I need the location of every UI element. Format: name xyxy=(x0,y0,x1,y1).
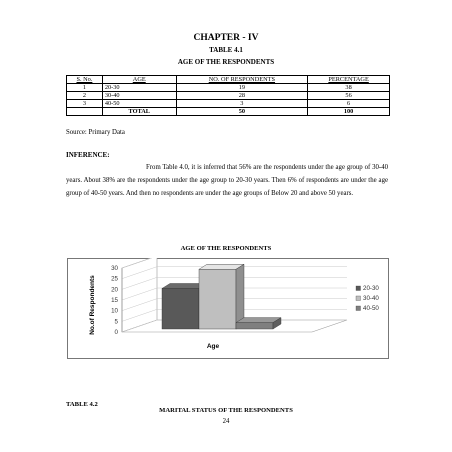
bar-40-50 xyxy=(236,318,281,329)
legend-swatch xyxy=(356,306,361,311)
table-total-row xyxy=(67,108,390,116)
bar-chart xyxy=(67,258,389,359)
legend-swatch xyxy=(356,286,361,291)
y-axis-label: No.of Respondents xyxy=(89,275,96,335)
y-tick-label: 30 xyxy=(111,265,118,272)
table-cell: 28 xyxy=(176,92,308,100)
x-axis-label: Age xyxy=(206,343,220,350)
chart-title: AGE OF THE RESPONDENTS xyxy=(180,245,272,252)
y-tick-label: 0 xyxy=(114,329,118,336)
table-cell: 40-50 xyxy=(102,100,176,108)
column-header: PERCENTAGE xyxy=(308,76,390,84)
column-header: AGE xyxy=(102,76,176,84)
table-cell: 38 xyxy=(308,84,390,92)
legend-label: 20-30 xyxy=(363,285,379,292)
table-row xyxy=(67,92,390,100)
chart-side-wall xyxy=(122,258,157,332)
bar-30-40 xyxy=(199,264,244,329)
column-header: NO. OF RESPONDENTS xyxy=(176,76,308,84)
table-number: TABLE 4.1 xyxy=(209,46,243,54)
legend-swatch xyxy=(356,296,361,301)
inference-paragraph xyxy=(66,161,388,200)
table-cell: 2 xyxy=(67,92,103,100)
table-cell: 3 xyxy=(176,100,308,108)
y-tick-label: 10 xyxy=(111,307,118,315)
table-cell: 19 xyxy=(176,84,308,92)
y-tick-label: 20 xyxy=(111,286,118,294)
inference-heading: INFERENCE: xyxy=(66,151,110,159)
table-row xyxy=(67,100,390,108)
table-row xyxy=(67,84,390,92)
chapter-heading: CHAPTER - IV xyxy=(193,33,259,43)
legend-label: 30-40 xyxy=(363,295,379,302)
column-header: S. No. xyxy=(67,76,103,84)
table-cell: 3 xyxy=(67,100,103,108)
total-respondents: 50 xyxy=(176,108,308,116)
table-cell: 30-40 xyxy=(102,92,176,100)
y-tick-label: 25 xyxy=(111,275,118,283)
total-percentage: 100 xyxy=(308,108,390,116)
total-label: TOTAL xyxy=(102,108,176,116)
table-cell xyxy=(67,108,103,116)
table-cell: 20-30 xyxy=(102,84,176,92)
table-cell: 6 xyxy=(308,100,390,108)
next-table-title: MARITAL STATUS OF THE RESPONDENTS xyxy=(159,407,293,414)
table-cell: 1 xyxy=(67,84,103,92)
table-cell: 56 xyxy=(308,92,390,100)
next-table-number: TABLE 4.2 xyxy=(66,401,98,408)
age-table xyxy=(66,75,390,116)
table-title: AGE OF THE RESPONDENTS xyxy=(177,58,275,66)
y-tick-label: 5 xyxy=(114,318,118,326)
source-note: Source: Primary Data xyxy=(66,129,125,136)
inference-text: From Table 4.0, it is inferred that 56% are the respondents under the age group of 30-40 years. About 38% are the respondents under the age group to 20-30 years. Then 6% of respondents are under the age group of 40-50 years. And then no respondents are under the age groups of Below 20 and above 50 years. xyxy=(66,164,388,197)
legend-label: 40-50 xyxy=(363,305,379,312)
table-header-row xyxy=(67,76,390,84)
page-number: 24 xyxy=(222,418,230,425)
y-tick-label: 15 xyxy=(111,297,118,304)
